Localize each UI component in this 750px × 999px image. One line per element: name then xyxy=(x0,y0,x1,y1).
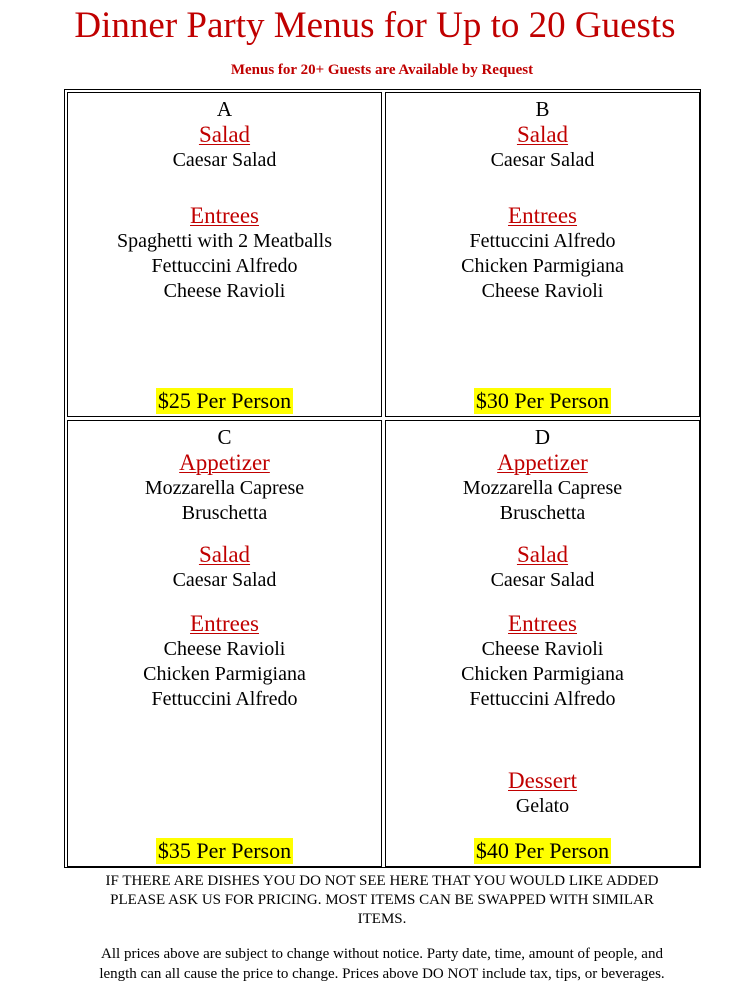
menu-item: Gelato xyxy=(515,795,570,817)
menu-item: Mozzarella Caprese xyxy=(462,477,623,499)
menu-cell-d xyxy=(385,420,700,867)
price-label xyxy=(68,388,381,414)
entrees-section xyxy=(386,203,699,304)
menu-item: Cheese Ravioli xyxy=(481,638,604,660)
menu-item: Fettuccini Alfredo xyxy=(469,230,616,252)
page-title: Dinner Party Menus for Up to 20 Guests xyxy=(74,5,676,46)
entrees-section xyxy=(386,611,699,712)
menu-cell-b xyxy=(385,92,700,417)
pricing-disclaimer xyxy=(62,944,702,984)
section-title-appetizer: Appetizer xyxy=(497,450,588,475)
menu-table xyxy=(64,89,701,868)
price-highlight: $25 Per Person xyxy=(157,388,292,413)
note-line: ITEMS. xyxy=(357,911,407,927)
price-highlight: $35 Per Person xyxy=(157,838,292,863)
salad-section xyxy=(68,122,381,173)
menu-item: Fettuccini Alfredo xyxy=(469,688,616,710)
menu-item: Chicken Parmigiana xyxy=(143,663,306,685)
menu-item: Spaghetti with 2 Meatballs xyxy=(117,230,332,252)
menu-item: Bruschetta xyxy=(181,502,268,524)
note-line: PLEASE ASK US FOR PRICING. MOST ITEMS CAN BE SWAPPED WITH SIMILAR xyxy=(110,892,654,908)
price-label xyxy=(386,388,699,414)
section-title-dessert: Dessert xyxy=(508,768,577,793)
section-title-salad: Salad xyxy=(198,542,251,567)
section-title-entrees: Entrees xyxy=(190,611,259,636)
menu-letter: B xyxy=(535,97,550,121)
salad-section xyxy=(386,122,699,173)
section-title-entrees: Entrees xyxy=(508,203,577,228)
section-title-salad: Salad xyxy=(516,122,569,147)
note-line: IF THERE ARE DISHES YOU DO NOT SEE HERE THAT YOU WOULD LIKE ADDED xyxy=(105,873,659,889)
menu-item: Caesar Salad xyxy=(490,149,595,171)
price-label xyxy=(68,838,381,864)
section-title-appetizer: Appetizer xyxy=(179,450,270,475)
custom-dishes-note xyxy=(70,872,694,929)
dessert-section xyxy=(386,768,699,819)
salad-section xyxy=(68,542,381,593)
section-title-salad: Salad xyxy=(198,122,251,147)
price-highlight: $30 Per Person xyxy=(475,388,610,413)
menu-item: Bruschetta xyxy=(499,502,586,524)
menu-item: Cheese Ravioli xyxy=(481,280,604,302)
menu-cell-a xyxy=(67,92,382,417)
salad-section xyxy=(386,542,699,593)
menu-letter: D xyxy=(534,425,551,449)
price-highlight: $40 Per Person xyxy=(475,838,610,863)
page-subtitle: Menus for 20+ Guests are Available by Request xyxy=(230,62,534,78)
menu-item: Caesar Salad xyxy=(172,569,277,591)
note-line: length can all cause the price to change. Prices above DO NOT include tax, tips, or beverages. xyxy=(99,966,665,982)
menu-item: Caesar Salad xyxy=(490,569,595,591)
price-label xyxy=(386,838,699,864)
menu-item: Fettuccini Alfredo xyxy=(151,688,298,710)
note-line: All prices above are subject to change without notice. Party date, time, amount of people, and xyxy=(101,946,663,962)
appetizer-section xyxy=(68,450,381,526)
entrees-section xyxy=(68,203,381,304)
menu-letter: A xyxy=(216,97,233,121)
menu-letter: C xyxy=(217,425,232,449)
menu-item: Cheese Ravioli xyxy=(163,638,286,660)
menu-item: Fettuccini Alfredo xyxy=(151,255,298,277)
menu-item: Chicken Parmigiana xyxy=(461,663,624,685)
section-title-salad: Salad xyxy=(516,542,569,567)
section-title-entrees: Entrees xyxy=(190,203,259,228)
menu-item: Mozzarella Caprese xyxy=(144,477,305,499)
menu-item: Cheese Ravioli xyxy=(163,280,286,302)
menu-item: Chicken Parmigiana xyxy=(461,255,624,277)
menu-item: Caesar Salad xyxy=(172,149,277,171)
entrees-section xyxy=(68,611,381,712)
menu-cell-c xyxy=(67,420,382,867)
appetizer-section xyxy=(386,450,699,526)
section-title-entrees: Entrees xyxy=(508,611,577,636)
